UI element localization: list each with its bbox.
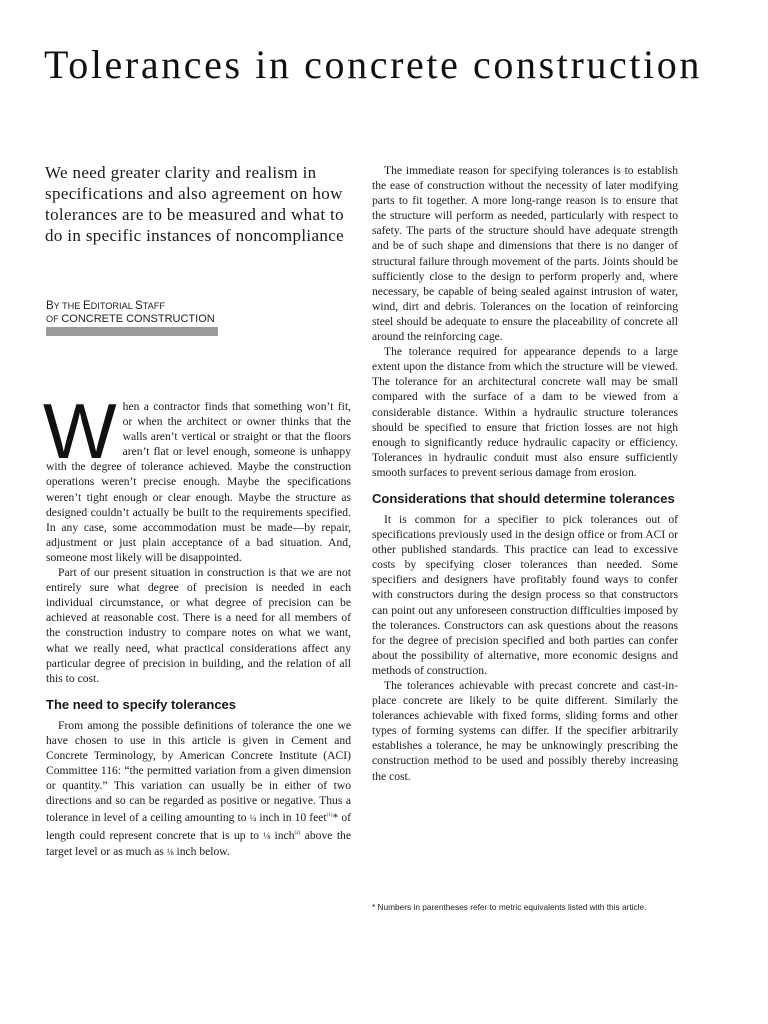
byline-line-2 — [46, 313, 346, 326]
intro-paragraph — [43, 387, 351, 565]
left-p3-part5: above the target level or as much as — [46, 829, 351, 859]
byline-staff-rest: TAFF — [142, 301, 166, 311]
left-paragraph-3 — [46, 718, 351, 861]
left-column — [43, 387, 351, 860]
left-p3-part6: inch below. — [173, 845, 230, 859]
subhead-need-to-specify: The need to specify tolerances — [46, 696, 237, 712]
byline-editorial-rest: DITORIAL — [90, 301, 136, 311]
byline-rule — [46, 327, 218, 336]
byline-line-1 — [46, 300, 346, 313]
right-column — [372, 163, 678, 784]
fraction-eighth-1: ⅛ — [263, 831, 271, 842]
left-p3-part3: of length could represent concrete that is up to — [46, 811, 351, 843]
article-deck: We need greater clarity and realism in specifications and also agreement on how tolerances are to be measured and what to do in specific instances of noncompliance — [45, 163, 345, 245]
left-p3-part1: From among the possible definitions of tolerance the one we have chosen to use in this article is given in Cement and Concrete Terminology, by American Concrete Institute (ACI) Committee 116: “the permitted variation from a given dimension or quantity.” This variation can usually be in either of two directions and so can be regarded as positive or negative. Thus a tolerance in level of a ceiling amounting to — [46, 718, 351, 825]
right-paragraph-4: The tolerances achievable with precast concrete and cast-in-place concrete are likely to be quite different. Similarly the tolerances achievable with fixed forms, sliding forms and other types of forming systems can differ. If the specifier arbitrarily establishes a tolerance, he may be unknowingly prescribing the construction method to be used and possibly thereby increasing the cost. — [372, 679, 678, 783]
fraction-eighth-2: ⅛ — [166, 847, 174, 858]
byline — [46, 300, 346, 326]
right-paragraph-1: The immediate reason for specifying tolerances is to establish the ease of construction without the necessity of later modifying parts to fit together. A more long-range reason is to ensure that the structure will perform as needed, particularly with respect to safety. The parts of the structure should have adequate strength and be of such shape and dimensions that there is no danger of structural failure through movement of the parts. Joints should be sufficiently close to the design to perform properly and, where necessary, be capable of being sealed against intrusion of water, wind, dirt and debris. Tolerances on the location of reinforcing steel should be adequate to ensure the placeability of concrete all around the reinforcing cage. — [372, 164, 678, 344]
intro-paragraph-text: hen a contractor finds that something won’t fit, or when the architect or owner thinks that the walls aren’t vertical or straight or that the floors aren’t flat or level enough, someone is unhappy with the degree of tolerance achieved. Maybe the construction operations weren’t precise enough. Maybe the specifications weren’t tight enough or clear enough. Maybe the structure as designed couldn’t actually be built to the requirements specified. In any case, some accommodation must be made—by repair, adjustment or just plain acceptance of a bad situation. And, someone most likely will be disappointed. — [46, 400, 351, 564]
byline-staff-cap: S — [135, 300, 143, 312]
subhead-considerations: Considerations that should determine tolerances — [372, 490, 675, 506]
left-p3-part4: inch — [270, 829, 295, 843]
byline-org: CONCRETE CONSTRUCTION — [61, 313, 215, 325]
footnote: * Numbers in parentheses refer to metric equivalents listed with this article. — [372, 902, 647, 912]
drop-cap: W — [43, 387, 117, 475]
footnote-ref-2: (2) — [294, 831, 301, 837]
fraction-quarter: ¼ — [249, 813, 257, 824]
right-paragraph-3: It is common for a specifier to pick tolerances out of specifications previously used in the design office or from ACI or other published standards. This practice can lead to excessive costs by specifying closer tolerances than needed. Some specifiers and designers have profitably found ways to confer with constructors during the design process so that constructors can point out any unforeseen construction difficulties imposed by the tolerances. Constructors can ask questions about the reasons for the degree of precision specified and both parties can confer about the possibility of alternative, more economic designs and methods of construction. — [372, 512, 678, 677]
footnote-ref-1: (1) — [326, 813, 333, 819]
byline-of: OF — [46, 314, 62, 324]
byline-editorial-cap: E — [82, 300, 91, 312]
byline-by-rest: Y THE — [53, 301, 83, 311]
byline-by-cap: B — [46, 300, 54, 312]
article-title: Tolerances in concrete construction — [44, 42, 702, 87]
left-paragraph-2: Part of our present situation in construction is that we are not entirely sure what degree of precision is needed in each individual circumstance, or what degree of precision can be achieved at reasonable cost. There is a need for all members of the construction industry to compare notes on what we want, what we really need, what practical considerations affect any particular degree of precision in building, and the relation of all this to cost. — [46, 566, 351, 685]
right-paragraph-2: The tolerance required for appearance depends to a large extent upon the distance from which the structure will be viewed. The tolerance for an architectural concrete wall may be small compared with the surface of a dam to be viewed from a considerable distance. Within a hydraulic structure tolerances should be specified to ensure that friction losses are not high enough to significantly reduce hydraulic capacity or efficiency. Tolerances in hydraulic conduit must also ensure sufficiently smooth surfaces to prevent serious damage from erosion. — [372, 345, 678, 479]
left-p3-part2: inch in 10 feet — [256, 811, 327, 825]
footnote-star: * — [332, 811, 339, 825]
